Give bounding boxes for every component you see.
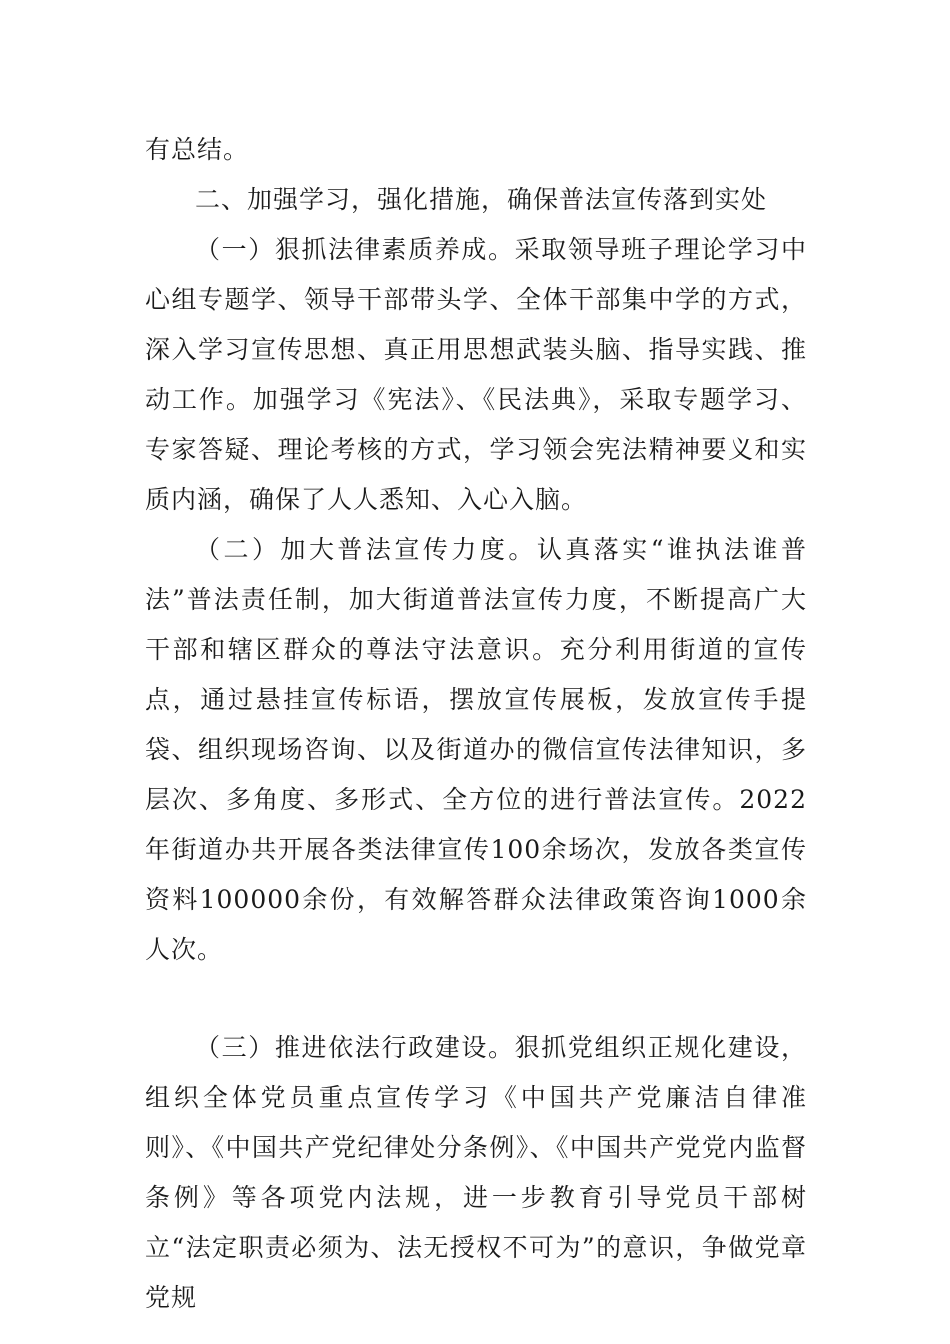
- paragraph-publicity-efforts: （二）加大普法宣传力度。认真落实“谁执法谁普法”普法责任制，加大街道普法宣传力度，不断提高广大干部和辖区群众的尊法守法意识。充分利用街道的宣传点，通过悬挂宣传标语，摆放宣传展板，发放宣传手提袋、组织现场咨询、以及街道办的微信宣传法律知识，多层次、多角度、多形式、全方位的进行普法宣传。2022年街道办共开展各类法律宣传100余场次，发放各类宣传资料100000余份，有效解答群众法律政策咨询1000余人次。: [145, 535, 807, 964]
- paragraph-legal-literacy: （一）狠抓法律素质养成。采取领导班子理论学习中心组专题学、领导干部带头学、全体干部集中学的方式，深入学习宣传思想、真正用思想武装头脑、指导实践、推动工作。加强学习《宪法》、《民法典》，采取专题学习、专家答疑、理论考核的方式，学习领会宪法精神要义和实质内涵，确保了人人悉知、入心入脑。: [145, 235, 807, 514]
- section-heading-2: 二、加强学习，强化措施，确保普法宣传落到实处: [195, 185, 768, 214]
- paragraph-closing-summary: 有总结。: [145, 135, 250, 164]
- paragraph-law-based-admin: （三）推进依法行政建设。狠抓党组织正规化建设，组织全体党员重点宣传学习《中国共产党廉洁自律准则》、《中国共产党纪律处分条例》、《中国共产党党内监督条例》等各项党内法规，进一步教育引导党员干部树立“法定职责必须为、法无授权不可为”的意识，争做党章党规: [145, 1033, 807, 1312]
- document-body: [145, 125, 807, 1323]
- paragraph-spacer: [145, 975, 807, 1023]
